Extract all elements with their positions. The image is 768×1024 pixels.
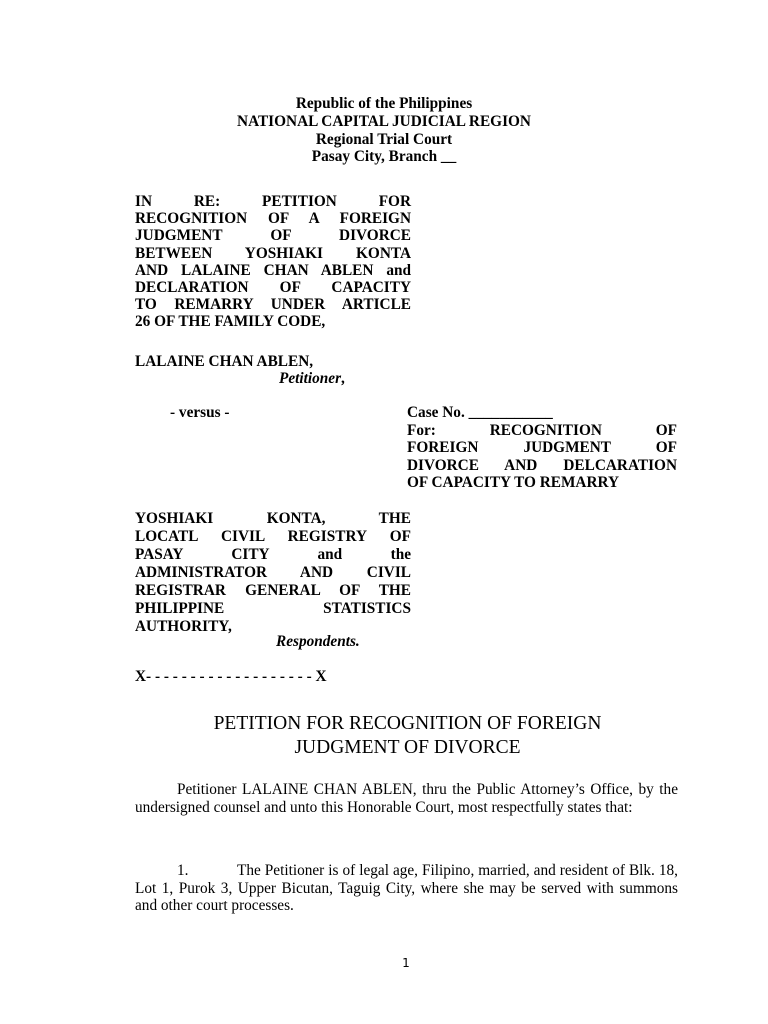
header-region: NATIONAL CAPITAL JUDICIAL REGION [237, 112, 531, 130]
paragraph-number: 1. [177, 862, 189, 879]
petitioner-name: LALAINE CHAN ABLEN, [135, 353, 314, 370]
court-header [0, 95, 768, 166]
caption-line: RECOGNITION OF A FOREIGN [135, 210, 411, 228]
petition-title [0, 712, 768, 760]
respondent-line: AUTHORITY, [135, 618, 232, 635]
case-caption [135, 193, 411, 331]
intro-text: Petitioner LALAINE CHAN ABLEN, thru the Public Attorney’s Office, by the undersigned counsel and unto this Honorable Court, most respectfully states that: [135, 781, 678, 816]
respondents-role: Respondents. [276, 633, 360, 650]
respondent-line: PASAY CITY and the [135, 546, 411, 563]
caption-line: AND LALAINE CHAN ABLEN and [135, 261, 411, 279]
case-number: Case No. ___________ [407, 404, 553, 421]
respondent-line: LOCATL CIVIL REGISTRY OF [135, 528, 411, 545]
respondent-line: REGISTRAR GENERAL OF THE [135, 582, 411, 599]
title-line: JUDGMENT OF DIVORCE [294, 737, 521, 758]
paragraph-text: The Petitioner is of legal age, Filipino, married, and resident of Blk. 18, Lot 1, Purok 3, Upper Bicutan, Taguig City, where she may be served with summons and other court processes. [135, 862, 678, 915]
caption-line: 26 OF THE FAMILY CODE, [135, 313, 326, 331]
caption-line: BETWEEN YOSHIAKI KONTA [135, 244, 411, 262]
caption-line: IN RE: PETITION FOR [135, 193, 411, 210]
caption-line: JUDGMENT OF DIVORCE [135, 227, 411, 245]
numbered-paragraph [135, 862, 678, 915]
case-nature-line: FOREIGN JUDGMENT OF [407, 439, 677, 457]
title-line: PETITION FOR RECOGNITION OF FOREIGN [213, 713, 602, 734]
header-branch: Pasay City, Branch __ [311, 148, 457, 166]
caption-line: TO REMARRY UNDER ARTICLE [135, 296, 411, 314]
case-info [407, 404, 677, 492]
header-court: Regional Trial Court [315, 130, 453, 148]
intro-paragraph [135, 781, 678, 816]
respondents-block [135, 510, 411, 636]
versus-label: - versus - [170, 404, 230, 421]
case-nature-line: DIVORCE AND DELCARATION [407, 456, 677, 474]
respondent-line: YOSHIAKI KONTA, THE [135, 510, 411, 527]
petitioner-role-label: Petitioner [279, 370, 342, 387]
respondent-line: PHILIPPINE STATISTICS [135, 600, 411, 617]
case-nature-line: For: RECOGNITION OF [407, 421, 677, 439]
respondent-line: ADMINISTRATOR AND CIVIL [135, 564, 411, 581]
page-number: 1 [402, 956, 410, 970]
case-nature-line: OF CAPACITY TO REMARRY [407, 474, 620, 492]
caption-separator: X- - - - - - - - - - - - - - - - - - - X [135, 668, 327, 685]
caption-line: DECLARATION OF CAPACITY [135, 279, 411, 297]
header-republic: Republic of the Philippines [295, 95, 473, 112]
petitioner-role: Petitioner, [279, 370, 345, 387]
